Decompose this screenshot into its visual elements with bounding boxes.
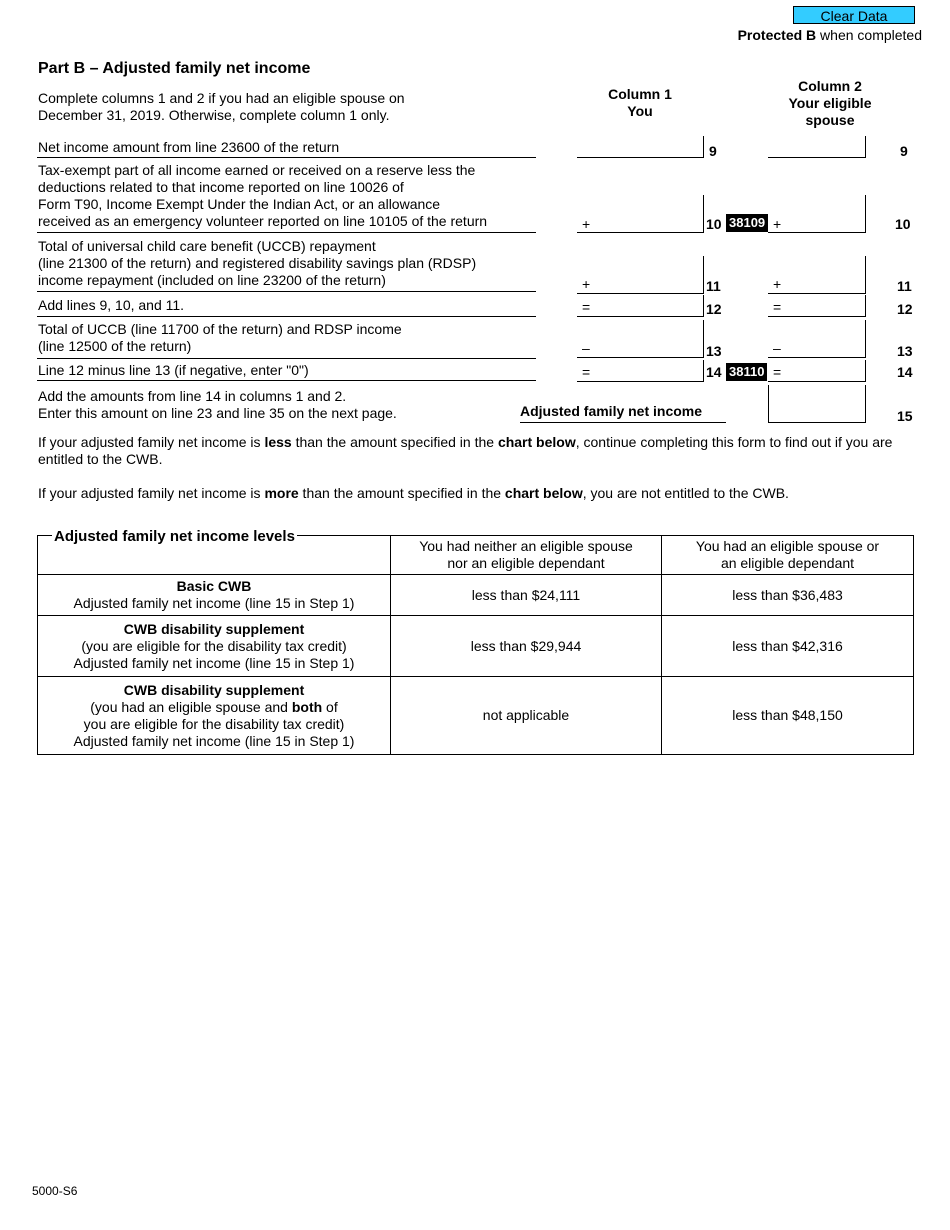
row-label: Basic CWB Adjusted family net income (line 15 in Step 1)	[38, 575, 391, 616]
line-14-col2-input[interactable]	[768, 360, 866, 382]
more-than-instruction: If your adjusted family net income is more than the amount specified in the chart below, you are not entitled to the CWB.	[38, 485, 789, 501]
equals-operator: =	[582, 299, 591, 315]
income-levels-table	[37, 535, 914, 755]
equals-operator: =	[773, 299, 782, 315]
divider	[37, 232, 536, 233]
column-1-heading: Column 1 You	[608, 86, 672, 119]
line-10-label: Tax-exempt part of all income earned or received on a reserve less the deductions related to that income reported on line 10026 of Form T90, Income Exempt Under the Indian Act, or an allowance received as an emergency volunteer reported on line 10105 of the return	[38, 162, 488, 229]
line-13-number-col2: 13	[897, 343, 913, 359]
line-11-label: Total of universal child care benefit (UCCB) repayment (line 21300 of the return) and registered disability savings plan (RDSP) income repayment (included on line 23200 of the return)	[38, 238, 477, 288]
line-12-col2-input[interactable]	[768, 295, 866, 317]
minus-operator: –	[773, 340, 781, 356]
part-intro: Complete columns 1 and 2 if you had an eligible spouse on December 31, 2019. Otherwise, complete column 1 only.	[38, 90, 405, 123]
plus-operator: +	[582, 216, 591, 232]
equals-operator: =	[773, 364, 782, 380]
row-label: CWB disability supplement (you are eligible for the disability tax credit) Adjusted family net income (line 15 in Step 1)	[38, 616, 391, 677]
line-11-col1-input[interactable]	[577, 256, 704, 294]
line-11-number-col2: 11	[897, 278, 912, 294]
line-9-number: 9	[709, 143, 717, 159]
divider	[520, 422, 726, 423]
divider	[37, 291, 536, 292]
divider	[37, 380, 536, 381]
line-9-number-col2: 9	[900, 143, 908, 159]
levels-table-title: Adjusted family net income levels	[54, 528, 295, 545]
row-label: CWB disability supplement (you had an eligible spouse and both of you are eligible for the disability tax credit) Adjusted family net income (line 15 in Step 1)	[38, 677, 391, 755]
cell-value: less than $42,316	[662, 616, 914, 677]
protected-notice: Protected B when completed	[737, 27, 922, 43]
line-12-number-col2: 12	[897, 301, 913, 317]
table-row	[38, 616, 914, 677]
header-with-spouse: You had an eligible spouse or an eligible dependant	[662, 536, 914, 575]
line-10-col2-input[interactable]	[768, 195, 866, 233]
header-no-spouse: You had neither an eligible spouse nor an eligible dependant	[391, 536, 662, 575]
part-title: Part B – Adjusted family net income	[38, 60, 311, 77]
line-code-badge: 38109	[726, 214, 768, 232]
divider	[37, 157, 536, 158]
line-14-col1-input[interactable]	[577, 360, 704, 382]
line-10-number: 10	[706, 216, 722, 232]
line-14-label: Line 12 minus line 13 (if negative, enter "0")	[38, 362, 309, 378]
column-2-heading: Column 2 Your eligible spouse	[788, 78, 872, 128]
line-12-number: 12	[706, 301, 722, 317]
line-10-col1-input[interactable]	[577, 195, 704, 233]
line-14-number-col2: 14	[897, 364, 913, 380]
line-12-label: Add lines 9, 10, and 11.	[38, 297, 185, 313]
plus-operator: +	[582, 276, 591, 292]
line-13-label: Total of UCCB (line 11700 of the return) and RDSP income (line 12500 of the return)	[38, 321, 402, 354]
line-15-label: Add the amounts from line 14 in columns 1 and 2. Enter this amount on line 23 and line 35 on the next page.	[38, 388, 397, 421]
divider	[37, 316, 536, 317]
equals-operator: =	[582, 364, 591, 380]
line-9-label: Net income amount from line 23600 of the return	[38, 139, 340, 155]
line-9-col2-input[interactable]	[768, 136, 866, 158]
line-12-col1-input[interactable]	[577, 295, 704, 317]
line-15-input[interactable]	[768, 385, 866, 423]
line-10-number-col2: 10	[895, 216, 911, 232]
cell-value: less than $29,944	[391, 616, 662, 677]
less-than-instruction: If your adjusted family net income is less than the amount specified in the chart below, continue completing this form to find out if you are entitled to the CWB.	[38, 434, 893, 467]
line-13-col1-input[interactable]	[577, 320, 704, 358]
line-code-badge: 38110	[726, 363, 767, 381]
table-row	[38, 677, 914, 755]
line-9-col1-input[interactable]	[577, 136, 704, 158]
divider	[37, 358, 536, 359]
cell-value: not applicable	[391, 677, 662, 755]
line-14-number: 14	[706, 364, 722, 380]
line-11-col2-input[interactable]	[768, 256, 866, 294]
line-15-number: 15	[897, 408, 913, 424]
plus-operator: +	[773, 276, 782, 292]
form-number: 5000-S6	[32, 1184, 78, 1198]
adjusted-family-net-income-label: Adjusted family net income	[520, 403, 703, 419]
line-11-number: 11	[706, 278, 721, 294]
cell-value: less than $24,111	[391, 575, 662, 616]
table-row	[38, 575, 914, 616]
line-13-col2-input[interactable]	[768, 320, 866, 358]
minus-operator: –	[582, 340, 590, 356]
line-13-number: 13	[706, 343, 722, 359]
clear-data-button[interactable]: Clear Data	[793, 6, 915, 24]
cell-value: less than $36,483	[662, 575, 914, 616]
plus-operator: +	[773, 216, 782, 232]
cell-value: less than $48,150	[662, 677, 914, 755]
